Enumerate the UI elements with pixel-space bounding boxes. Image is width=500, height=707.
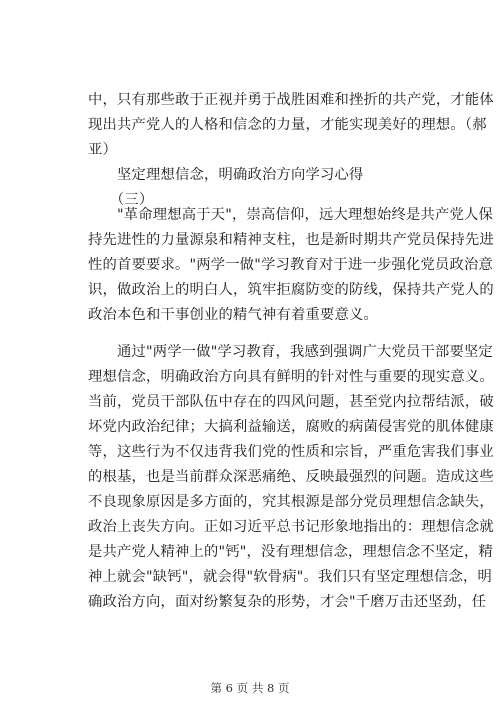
text-line: 持先进性的力量源泉和精神支柱，也是新时期共产党员保持先进 bbox=[88, 232, 494, 248]
text-line: 现出共产党人的人格和信念的力量，才能实现美好的理想。（郝 bbox=[88, 117, 487, 133]
text-line: 是共产党人精神上的"钙"，没有理想信念，理想信念不坚定，精 bbox=[88, 544, 493, 560]
paragraph-revolutionary-ideals bbox=[88, 203, 494, 328]
text-line: 亚） bbox=[88, 142, 117, 158]
text-line: 中，只有那些敢于正视并勇于战胜困难和挫折的共产党，才能体 bbox=[88, 92, 494, 108]
text-line: 的根基，也是当前群众深恶痛绝、反映最强烈的问题。造成这些 bbox=[88, 469, 494, 485]
paragraph-study-reflection bbox=[88, 340, 494, 615]
text-line: 不良现象原因是多方面的，究其根源是部分党员理想信念缺失， bbox=[88, 494, 494, 510]
text-line: 通过"两学一做"学习教育，我感到强调广大党员干部要坚定 bbox=[88, 344, 493, 360]
text-line: 识，做政治上的明白人，筑牢拒腐防变的防线，保持共产党人的 bbox=[88, 282, 494, 298]
text-line: 政治本色和干事创业的精气神有着重要意义。 bbox=[88, 307, 378, 323]
section-title: 坚定理想信念，明确政治方向学习心得 bbox=[88, 167, 364, 183]
text-line: 性的首要要求。"两学一做"学习教育对于进一步强化党员政治意 bbox=[88, 257, 493, 273]
page-footer: 第 6 页 共 8 页 bbox=[210, 681, 290, 695]
text-line: 确政治方向，面对纷繁复杂的形势，才会"千磨万击还坚劲，任 bbox=[88, 594, 487, 610]
text-line: "革命理想高于天"，崇高信仰，远大理想始终是共产党人保 bbox=[88, 207, 493, 223]
text-line: 神上就会"缺钙"，就会得"软骨病"。我们只有坚定理想信念，明 bbox=[88, 569, 493, 585]
text-line: 坏党内政治纪律；大搞利益输送，腐败的病菌侵害党的肌体健康 bbox=[88, 419, 494, 435]
text-line: 当前，党员干部队伍中存在的四风问题，甚至党内拉帮结派，破 bbox=[88, 394, 494, 410]
section-number: （三） bbox=[88, 192, 154, 208]
text-line: 政治上丧失方向。正如习近平总书记形象地指出的：理想信念就 bbox=[88, 519, 494, 535]
text-line: 等，这些行为不仅违背我们党的性质和宗旨，严重危害我们事业 bbox=[88, 444, 494, 460]
text-line: 理想信念，明确政治方向具有鲜明的针对性与重要的现实意义。 bbox=[88, 369, 494, 385]
paragraph-closing-and-title bbox=[88, 88, 494, 213]
